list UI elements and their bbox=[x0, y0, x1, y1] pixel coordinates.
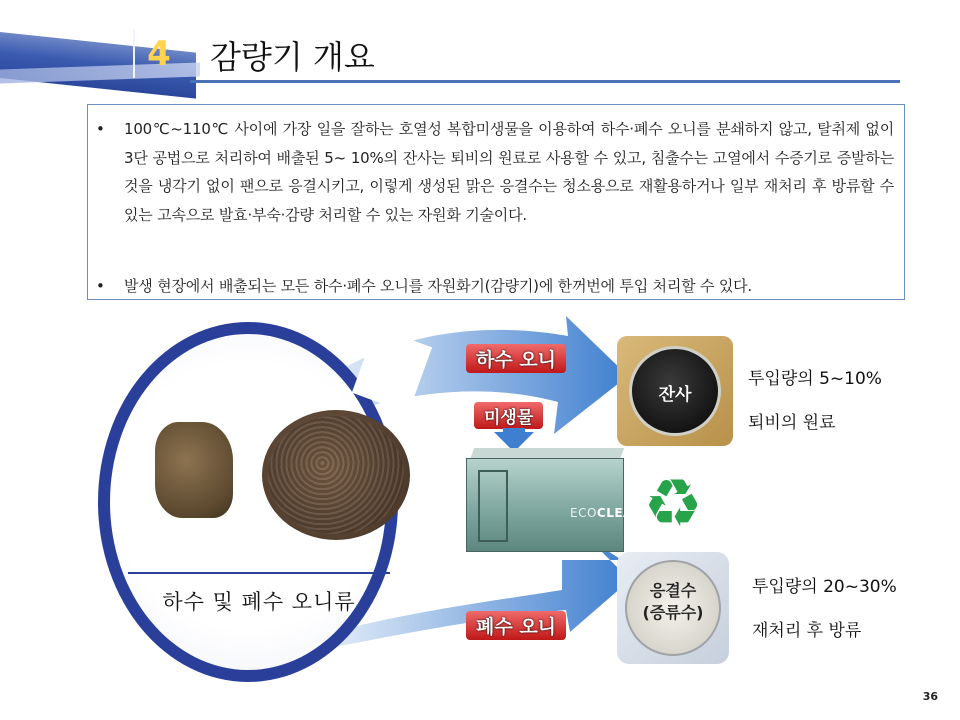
description-box bbox=[87, 104, 905, 300]
input-tag-sewage-sludge: 하수 오니 bbox=[466, 344, 566, 373]
description-paragraph-2: 발생 현장에서 배출되는 모든 하수·폐수 오니를 자원화기(감량기)에 한꺼번에 투입 처리할 수 있다. bbox=[124, 277, 753, 295]
sludge-cake-image bbox=[155, 422, 233, 518]
section-number: 4 bbox=[133, 30, 183, 78]
page-number: 36 bbox=[922, 690, 938, 703]
header-divider bbox=[190, 80, 900, 83]
condensate-ratio: 투입량의 20~30% bbox=[752, 577, 897, 597]
description-paragraph-1: 100℃~110℃ 사이에 가장 일을 잘하는 호열성 복합미생물을 이용하여 하수·폐수 오니를 분쇄하지 않고, 탈취제 없이 3단 공법으로 처리하여 배출된 5~ 10%의 잔사는 퇴비의 원료로 사용할 수 있고, 침출수는 고열에서 수증기로 증발하는 것을 냉각기 없이 팬으로 응결시키고, 이렇게 생성된 맑은 응결수는 청소용으로 재활용하거나 일부 재처리 후 방류할 수 있는 고속으로 발효·부숙·감량 처리할 수 있는 자원화 기술이다. bbox=[124, 120, 894, 224]
page-title: 감량기 개요 bbox=[210, 38, 375, 76]
microbe-tag: 미생물 bbox=[474, 402, 543, 429]
machine-door bbox=[478, 470, 508, 542]
machine-brand-label: ECOCLEAN bbox=[570, 506, 644, 520]
circle-label: 하수 및 폐수 오니류 bbox=[162, 590, 356, 614]
bullet-marker: • bbox=[96, 120, 105, 138]
input-tag-wastewater-sludge: 폐수 오니 bbox=[466, 611, 566, 640]
residue-label: 잔사 bbox=[658, 385, 692, 405]
residue-use: 퇴비의 원료 bbox=[748, 413, 836, 433]
sludge-granules-image bbox=[262, 410, 410, 540]
bullet-marker: • bbox=[96, 277, 105, 295]
condensate-use: 재처리 후 방류 bbox=[752, 621, 862, 641]
residue-ratio: 투입량의 5~10% bbox=[748, 369, 882, 389]
recycle-icon: ♻ bbox=[643, 465, 703, 542]
condensate-label: 응결수 (증류수) bbox=[642, 581, 704, 622]
circle-label-divider bbox=[128, 572, 390, 574]
